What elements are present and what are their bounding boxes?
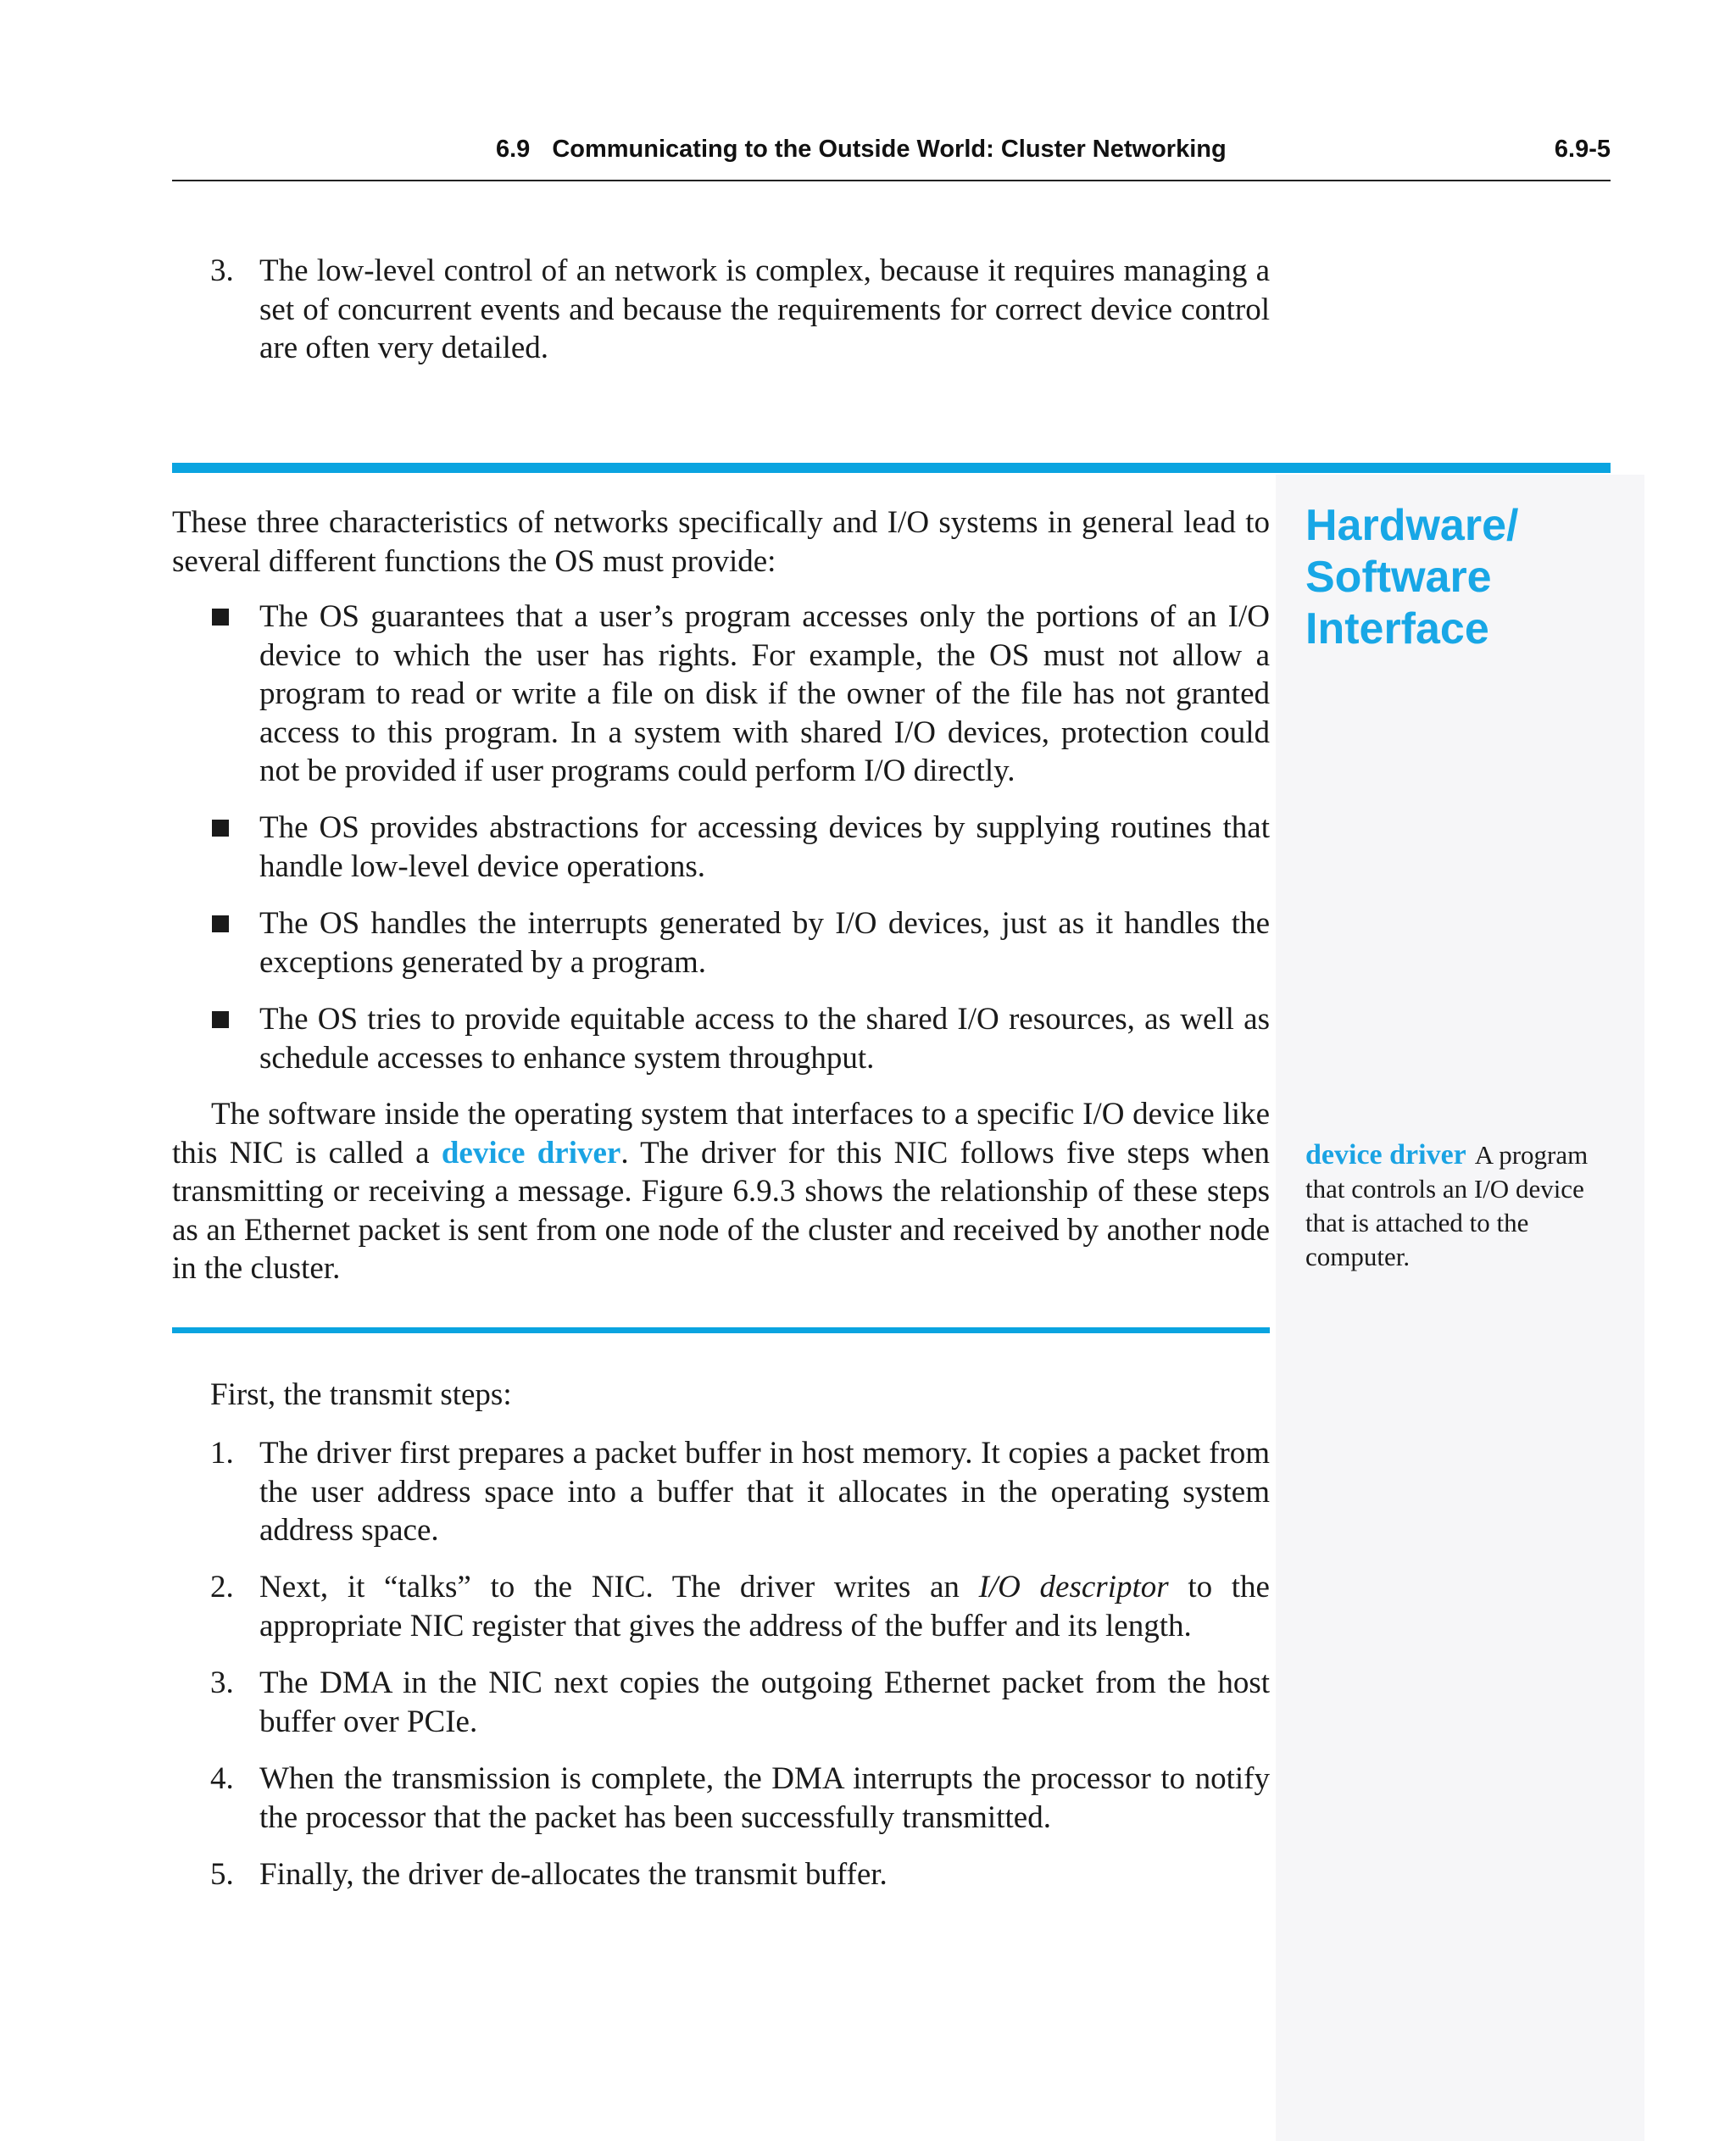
list-number: 4. — [210, 1761, 234, 1796]
list-number: 3. — [210, 1666, 234, 1700]
bullet-item — [210, 809, 1270, 886]
list-item-text: When the transmission is complete, the DMA interrupts the processor to notify the processor that the packet has been successfully transmitted. — [259, 1761, 1270, 1835]
list-item — [210, 1760, 1270, 1837]
list-number: 5. — [210, 1857, 234, 1892]
bullet-text: The OS guarantees that a user’s program accesses only the portions of an I/O device to which the user has rights. For example, the OS must not allow a program to read or write a file on disk if the owner of the file has not granted access to this program. In a system with shared I/O devices, protection could not be provided if user programs could perform I/O directly. — [259, 599, 1270, 788]
running-header — [496, 136, 1227, 164]
bullet-item — [210, 1000, 1270, 1077]
list-item-text: Next, it “talks” to the NIC. The driver writes an I/O descriptor to the appropriate NIC register that gives the address of the buffer and its length. — [259, 1570, 1270, 1643]
square-bullet-icon — [212, 915, 229, 932]
bullet-text: The OS provides abstractions for accessing devices by supplying routines that handle low-level device operations. — [259, 810, 1270, 884]
list-item — [210, 1664, 1270, 1741]
hsi-title-line: Software — [1305, 553, 1492, 602]
list-item — [210, 1568, 1270, 1645]
definition-text: A program that controls an I/O device that is attached to the computer. — [1305, 1140, 1589, 1271]
section-title: Communicating to the Outside World: Cluster Networking — [552, 136, 1227, 163]
hsi-title-line: Hardware/ — [1305, 501, 1519, 550]
bullet-item — [210, 598, 1270, 791]
square-bullet-icon — [212, 1011, 229, 1028]
list-item — [210, 252, 1270, 368]
header-rule — [172, 180, 1611, 181]
list-number: 1. — [210, 1436, 234, 1471]
definition-term: device driver — [1305, 1139, 1466, 1171]
section-number: 6.9 — [496, 136, 531, 163]
bullet-text: The OS handles the interrupts generated by I/O devices, just as it handles the exceptions generated by a program. — [259, 906, 1270, 980]
paragraph-text: The software inside the operating system that interfaces to a specific I/O device like this NIC is called a — [172, 1097, 1270, 1171]
list-item-text: The DMA in the NIC next copies the outgoing Ethernet packet from the host buffer over PCIe. — [259, 1666, 1270, 1739]
list-item — [210, 1434, 1270, 1550]
list-item — [210, 1855, 1270, 1894]
margin-column — [1276, 475, 1644, 2141]
hsi-bottom-rule — [172, 1327, 1270, 1333]
square-bullet-icon — [212, 609, 229, 626]
list-number: 2. — [210, 1570, 234, 1604]
paragraph-text: . The driver for this NIC follows five steps when transmitting or receiving a message. Figure 6.9.3 shows the relationship of these steps as an Ethernet packet is sent from one node of the cluster and received by another node in the cluster. — [172, 1135, 1271, 1286]
list-number: 3. — [210, 253, 234, 288]
italic-term: I/O descriptor — [978, 1570, 1169, 1604]
list-item-text: Finally, the driver de-allocates the transmit buffer. — [259, 1857, 887, 1892]
hsi-box-title — [1305, 500, 1518, 655]
hsi-intro-paragraph: These three characteristics of networks specifically and I/O systems in general lead to several different functions the OS must provide: — [172, 505, 1270, 579]
margin-definition — [1305, 1138, 1623, 1274]
transmit-intro: First, the transmit steps: — [210, 1377, 512, 1412]
hsi-top-rule — [172, 463, 1611, 473]
bullet-item — [210, 904, 1270, 982]
page-number: 6.9-5 — [1554, 136, 1611, 163]
square-bullet-icon — [212, 820, 229, 837]
term-device-driver: device driver — [441, 1135, 621, 1171]
bullet-text: The OS tries to provide equitable access to the shared I/O resources, as well as schedule accesses to enhance system throughput. — [259, 1002, 1270, 1076]
list-item-text: The driver first prepares a packet buffer in host memory. It copies a packet from the user address space into a buffer that it allocates in the operating system address space. — [259, 1436, 1270, 1548]
device-driver-paragraph — [172, 1095, 1270, 1288]
list-item-text: The low-level control of an network is complex, because it requires managing a set of concurrent events and because the requirements for correct device control are often very detailed. — [259, 253, 1270, 365]
hsi-title-line: Interface — [1305, 604, 1489, 653]
